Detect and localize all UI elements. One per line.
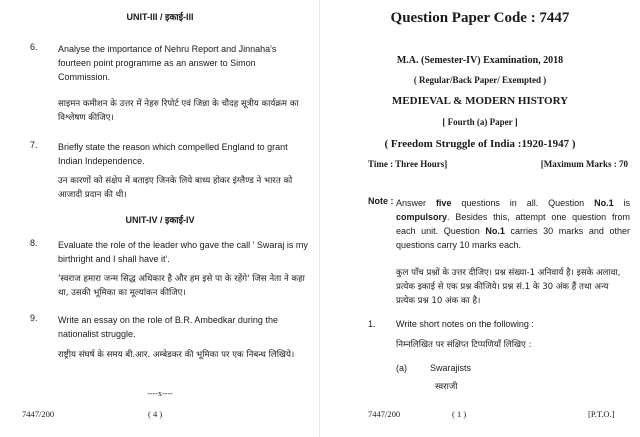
end-mark: ----x---- bbox=[147, 389, 173, 398]
question-8-text: Evaluate the role of the leader who gave the call ' Swaraj is my birthright and I shall have it'. bbox=[58, 240, 308, 264]
right-page bbox=[320, 0, 640, 437]
paper-category: ( Regular/Back Paper/ Exempted ) bbox=[413, 75, 547, 85]
time-allowed: Time : Three Hours] bbox=[368, 159, 448, 169]
unit4-heading: UNIT-IV / इकाई-IV bbox=[125, 215, 195, 225]
question-6-hindi: साइमन कमीशन के उत्तर में नेहरु रिपोर्ट एवं जिन्ना के चौदह सूत्रीय कार्यक्रम का विश्लेषण कीजिए। bbox=[58, 99, 299, 123]
question-8-hindi: 'स्वराज हमारा जन्म सिद्ध अधिकार है और हम इसे पा के रहेंगे' जिस नेता ने कहा था, उसकी भूमिका का मूल्यांकन कीजिए। bbox=[58, 274, 305, 298]
subquestion-a-text: Swarajists bbox=[430, 363, 472, 373]
question-9-hindi: राष्ट्रीय संघर्ष के समय बी.आर. अम्बेडकर की भूमिका पर एक निबन्ध लिखिये। bbox=[58, 350, 295, 360]
question-6-text: Analyse the importance of Nehru Report and Jinnaha's fourteen point programme as an answer to Simon Commission. bbox=[58, 44, 277, 82]
question-6-number: 6. bbox=[30, 42, 38, 52]
question-7-text: Briefly state the reason which compelled England to grant Indian Independence. bbox=[58, 142, 288, 166]
question-9-number: 9. bbox=[30, 313, 38, 323]
right-footer-pto: [P.T.O.] bbox=[588, 409, 615, 419]
question-paper-code: Question Paper Code : 7447 bbox=[390, 10, 570, 26]
right-footer-code: 7447/200 bbox=[368, 409, 401, 419]
left-footer-code: 7447/200 bbox=[22, 409, 55, 419]
subject-title: MEDIEVAL & MODERN HISTORY bbox=[391, 95, 569, 107]
exam-title: M.A. (Semester-IV) Examination, 2018 bbox=[396, 55, 564, 66]
note-hindi: कुल पाँच प्रश्नों के उत्तर दीजिए। प्रश्न संख्या-1 अनिवार्य है। इसके अलावा, प्रत्येक इकाई से एक प्रश्न कीजिये। प्रश्न सं.1 के 30 अंक हैं तथा अन्य प्रत्येक प्रश्न 10 अंक का है। bbox=[396, 268, 621, 306]
note-text: Answer five questions in all. Question No.1 is compulsory. Besides this, attempt one question from each unit. Question No.1 carries 30 marks and other questions carry 10 marks each. bbox=[396, 198, 631, 250]
question-9-text: Write an essay on the role of B.R. Ambedkar during the nationalist struggle. bbox=[58, 315, 278, 339]
left-footer-page: ( 4 ) bbox=[148, 409, 163, 419]
question-1-number: 1. bbox=[368, 319, 376, 329]
subquestion-a-number: (a) bbox=[396, 363, 407, 373]
right-footer-page: ( 1 ) bbox=[452, 409, 467, 419]
question-1-hindi: निम्नलिखित पर संक्षिप्त टिप्पणियाँ लिखिए : bbox=[396, 340, 532, 350]
note-label: Note : bbox=[368, 196, 394, 206]
subquestion-a-hindi: स्वराजी bbox=[435, 382, 458, 392]
question-8-number: 8. bbox=[30, 238, 38, 248]
unit3-heading: UNIT-III / इकाई-III bbox=[126, 12, 194, 22]
question-1-text: Write short notes on the following : bbox=[396, 319, 534, 329]
maximum-marks: [Maximum Marks : 70 bbox=[540, 159, 628, 169]
question-7-hindi: उन कारणों को संक्षेप में बताइए जिनके लिये बाध्य होकर इंग्लैण्ड ने भारत को आजादी प्रदान की थी। bbox=[58, 176, 293, 200]
paper-number: [ Fourth (a) Paper ] bbox=[442, 117, 518, 127]
paper-name: ( Freedom Struggle of India :1920-1947 ) bbox=[384, 138, 576, 150]
question-7-number: 7. bbox=[30, 140, 38, 150]
